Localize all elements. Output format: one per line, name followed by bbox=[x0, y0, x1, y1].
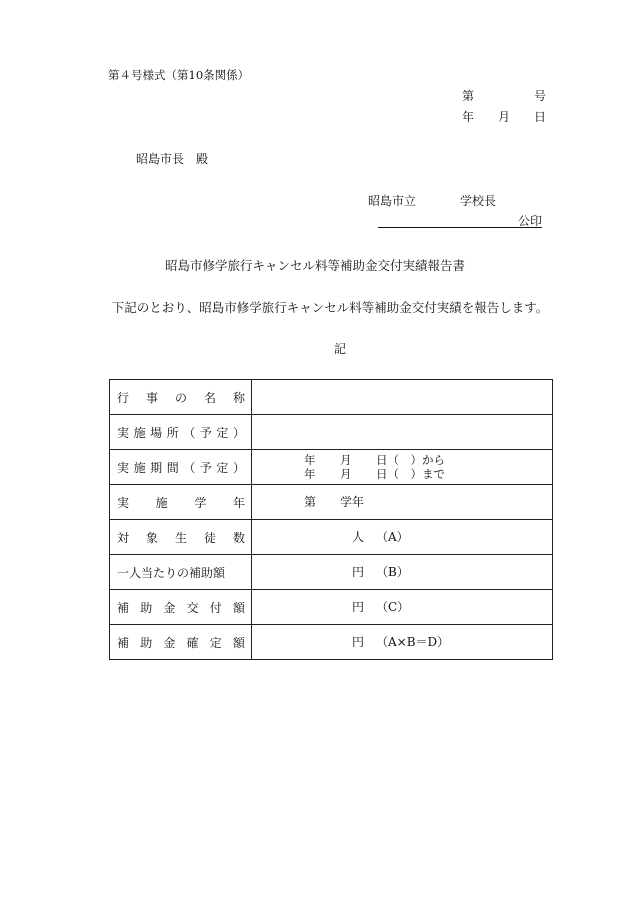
official-seal-label: 公印 bbox=[518, 214, 543, 228]
label-char: 対 bbox=[117, 530, 130, 545]
report-table bbox=[109, 379, 553, 660]
label-char: （ bbox=[183, 425, 196, 440]
table-row-place bbox=[110, 415, 553, 450]
document-number-suffix: 号 bbox=[534, 89, 547, 103]
label-grant-amount bbox=[110, 590, 252, 625]
value-period[interactable] bbox=[252, 450, 553, 485]
label-event-name bbox=[110, 380, 252, 415]
period-from-day: 日（ ）から bbox=[376, 453, 445, 467]
form-number: 第４号様式（第10条関係） bbox=[108, 68, 250, 82]
label-char: 定 bbox=[216, 425, 229, 440]
label-char: 年 bbox=[232, 495, 245, 510]
period-to-year: 年 bbox=[304, 467, 316, 481]
label-char: 確 bbox=[186, 635, 199, 650]
note-b: （B） bbox=[376, 565, 409, 579]
addressee: 昭島市長 殿 bbox=[136, 152, 209, 166]
label-char: 施 bbox=[133, 460, 146, 475]
label-char: ） bbox=[232, 460, 245, 475]
document-number-prefix: 第 bbox=[462, 89, 475, 103]
value-grant-amount[interactable] bbox=[252, 590, 553, 625]
label-char: 補 bbox=[117, 635, 130, 650]
label-char: 施 bbox=[155, 495, 168, 510]
grade-suffix: 学年 bbox=[340, 495, 365, 509]
label-char: 付 bbox=[209, 600, 222, 615]
date-year-label: 年 bbox=[462, 110, 475, 124]
date-day-label: 日 bbox=[534, 110, 547, 124]
grade-prefix: 第 bbox=[304, 495, 317, 509]
table-row-students bbox=[110, 520, 553, 555]
label-char: 予 bbox=[199, 460, 212, 475]
table-row-grant-amount bbox=[110, 590, 553, 625]
label-char: 実 bbox=[117, 460, 130, 475]
label-per-person-amount bbox=[110, 555, 252, 590]
label-char: 定 bbox=[216, 460, 229, 475]
date-month-label: 月 bbox=[498, 110, 511, 124]
label-period bbox=[110, 450, 252, 485]
label-char: 事 bbox=[145, 390, 158, 405]
label-char: 金 bbox=[163, 635, 176, 650]
value-final-amount[interactable] bbox=[252, 625, 553, 660]
table-row-period bbox=[110, 450, 553, 485]
school-name-prefix: 昭島市立 bbox=[368, 194, 417, 208]
unit-yen: 円 bbox=[352, 565, 365, 579]
label-char: 生 bbox=[174, 530, 187, 545]
table-row-grade bbox=[110, 485, 553, 520]
value-per-person-amount[interactable] bbox=[252, 555, 553, 590]
note-c: （C） bbox=[376, 600, 410, 614]
label-char: 象 bbox=[145, 530, 158, 545]
table-row-per-person-amount bbox=[110, 555, 553, 590]
label-char: 行 bbox=[117, 390, 130, 405]
label-char: 名 bbox=[203, 390, 216, 405]
label-char: 所 bbox=[166, 425, 179, 440]
label-char: 学 bbox=[194, 495, 207, 510]
label-char: 額 bbox=[232, 635, 245, 650]
label-char: 実 bbox=[117, 425, 130, 440]
label-char: 助 bbox=[140, 600, 153, 615]
table-row-event-name bbox=[110, 380, 553, 415]
label-char: 数 bbox=[232, 530, 245, 545]
period-from-year: 年 bbox=[304, 453, 316, 467]
school-principal-label: 学校長 bbox=[460, 194, 497, 208]
label-char: 場 bbox=[150, 425, 163, 440]
document-title: 昭島市修学旅行キャンセル料等補助金交付実績報告書 bbox=[164, 258, 465, 273]
label-char: 額 bbox=[232, 600, 245, 615]
value-event-name[interactable] bbox=[252, 380, 553, 415]
table-row-final-amount bbox=[110, 625, 553, 660]
label-char: 徒 bbox=[203, 530, 216, 545]
note-d: （A×B＝D） bbox=[376, 635, 450, 649]
ki-heading: 記 bbox=[333, 342, 346, 356]
value-grade[interactable] bbox=[252, 485, 553, 520]
label-char: 金 bbox=[163, 600, 176, 615]
period-from-month: 月 bbox=[340, 453, 352, 467]
label-char: 交 bbox=[186, 600, 199, 615]
label-char: 助 bbox=[140, 635, 153, 650]
label-char: 定 bbox=[209, 635, 222, 650]
label-char: 予 bbox=[199, 425, 212, 440]
value-students[interactable] bbox=[252, 520, 553, 555]
period-to-month: 月 bbox=[340, 467, 352, 481]
label-char: 間 bbox=[166, 460, 179, 475]
note-a: （A） bbox=[376, 530, 409, 544]
label-char: の bbox=[174, 390, 187, 405]
label-char: ） bbox=[232, 425, 245, 440]
period-to-day: 日（ ）まで bbox=[376, 467, 445, 481]
value-place[interactable] bbox=[252, 415, 553, 450]
label-char: 実 bbox=[117, 495, 130, 510]
label-final-amount bbox=[110, 625, 252, 660]
label-char: （ bbox=[183, 460, 196, 475]
label-char: 称 bbox=[232, 390, 245, 405]
unit-yen: 円 bbox=[352, 635, 365, 649]
label-place bbox=[110, 415, 252, 450]
label-char: 施 bbox=[133, 425, 146, 440]
label-students bbox=[110, 520, 252, 555]
unit-yen: 円 bbox=[352, 600, 365, 614]
body-text: 下記のとおり、昭島市修学旅行キャンセル料等補助金交付実績を報告します。 bbox=[111, 300, 549, 315]
label-grade bbox=[110, 485, 252, 520]
unit-people: 人 bbox=[352, 530, 365, 544]
label-char: 補 bbox=[117, 600, 130, 615]
label-char: 期 bbox=[150, 460, 163, 475]
label-text: 一人当たりの補助額 bbox=[117, 565, 226, 580]
